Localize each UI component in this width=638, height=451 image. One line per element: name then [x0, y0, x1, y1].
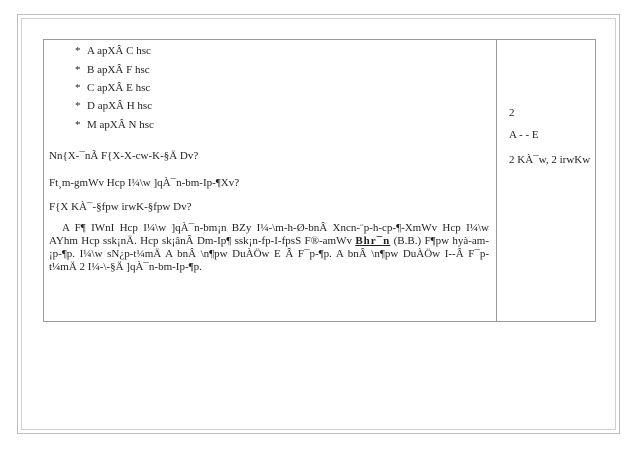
question-2: Ft¸m-gmWv Hcp I¼\w ]qÀ¯n-bm-Ip-¶Xv? [49, 177, 240, 189]
bullet-item [75, 63, 150, 77]
explanation-paragraph [49, 222, 489, 274]
bullet-text: B apXÂ F hsc [87, 64, 150, 76]
paragraph-text: A F¶ IWnI Hcp I¼\w ]qÀ¯n-bm¡n BZy I¼-\m-h-Ø-bnÂ Xncn-¨p-h-cp-¶-XmWv Hcp I¼\w AYhm Hcp ssk¡nÄ. Hcp sk¡ânÂ Dm-Ip¶ ssk¡n-fp-I-fpsS F®-amWv [49, 222, 489, 247]
paragraph-text: (B.B.) F¶pw hyà-am-¡p-¶p. I¼\w sN¿p-t¼mÄ A bnÂ \n¶pw DuÀÖw E Â F¯p-¶p. A bnÂ \n¶pw DuÀÖw I--Â F¯p-t¼mÄ 2 I¼-\-§Ä ]qÀ¯n-bm-Ip-¶p. [49, 235, 490, 273]
bullet-text: C apXÂ E hsc [87, 82, 151, 94]
side-range: A - - E [509, 129, 539, 141]
side-cell [497, 40, 595, 321]
bullet-item [75, 44, 151, 58]
bullet-text: D apXÂ H hsc [87, 100, 153, 112]
side-answer: 2 KÀ¯w, 2 irwKw [509, 154, 591, 166]
bullet-marker: * [75, 45, 81, 57]
bullet-item [75, 81, 150, 95]
bullet-marker: * [75, 119, 81, 131]
bullet-marker: * [75, 82, 81, 94]
main-cell [44, 40, 496, 321]
bullet-text: M apXÂ N hsc [87, 119, 154, 131]
content-table [43, 39, 596, 322]
bullet-item [75, 99, 152, 113]
side-number: 2 [509, 107, 515, 119]
bullet-item [75, 118, 154, 132]
question-1: Nn{X-¯nÃ F{X-X-cw-K-§Ä Dv? [49, 150, 199, 162]
bullet-marker: * [75, 100, 81, 112]
question-3: F{X KÀ¯-§fpw irwK-§fpw Dv? [49, 201, 192, 213]
paragraph-bold-term: Bhr¯n [355, 235, 391, 247]
bullet-marker: * [75, 64, 81, 76]
bullet-text: A apXÂ C hsc [87, 45, 151, 57]
